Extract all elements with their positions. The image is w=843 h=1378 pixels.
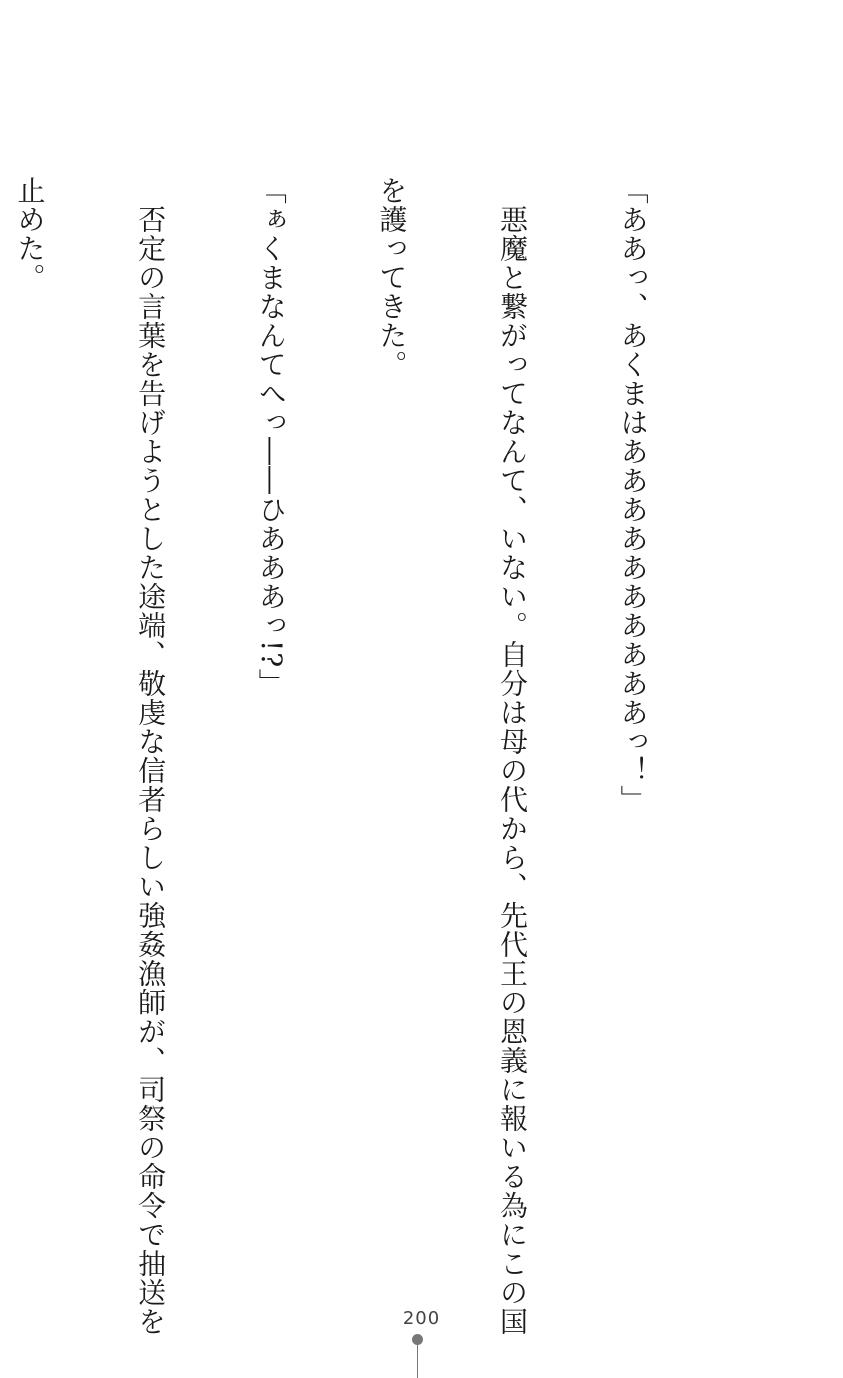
text-line: 「ああっ、あくまはああああああああああっ！」 xyxy=(616,176,650,814)
text-line: 止めた。 xyxy=(13,176,47,292)
folio-rule-ornament xyxy=(417,1344,418,1378)
text-line: 「ぁくまなんてへっ――ひあああっ!?」 xyxy=(254,176,288,698)
text-line: 否定の言葉を告げようとした途端、敬虔な信者らしい強姦漁師が、司祭の命令で抽送を xyxy=(134,176,168,1336)
text-line: を護ってきた。 xyxy=(375,176,409,379)
page-number: 200 xyxy=(402,1308,441,1329)
text-line: 悪魔と繋がってなんて、いない。自分は母の代から、先代王の恩義に報いる為にこの国 xyxy=(495,176,529,1336)
